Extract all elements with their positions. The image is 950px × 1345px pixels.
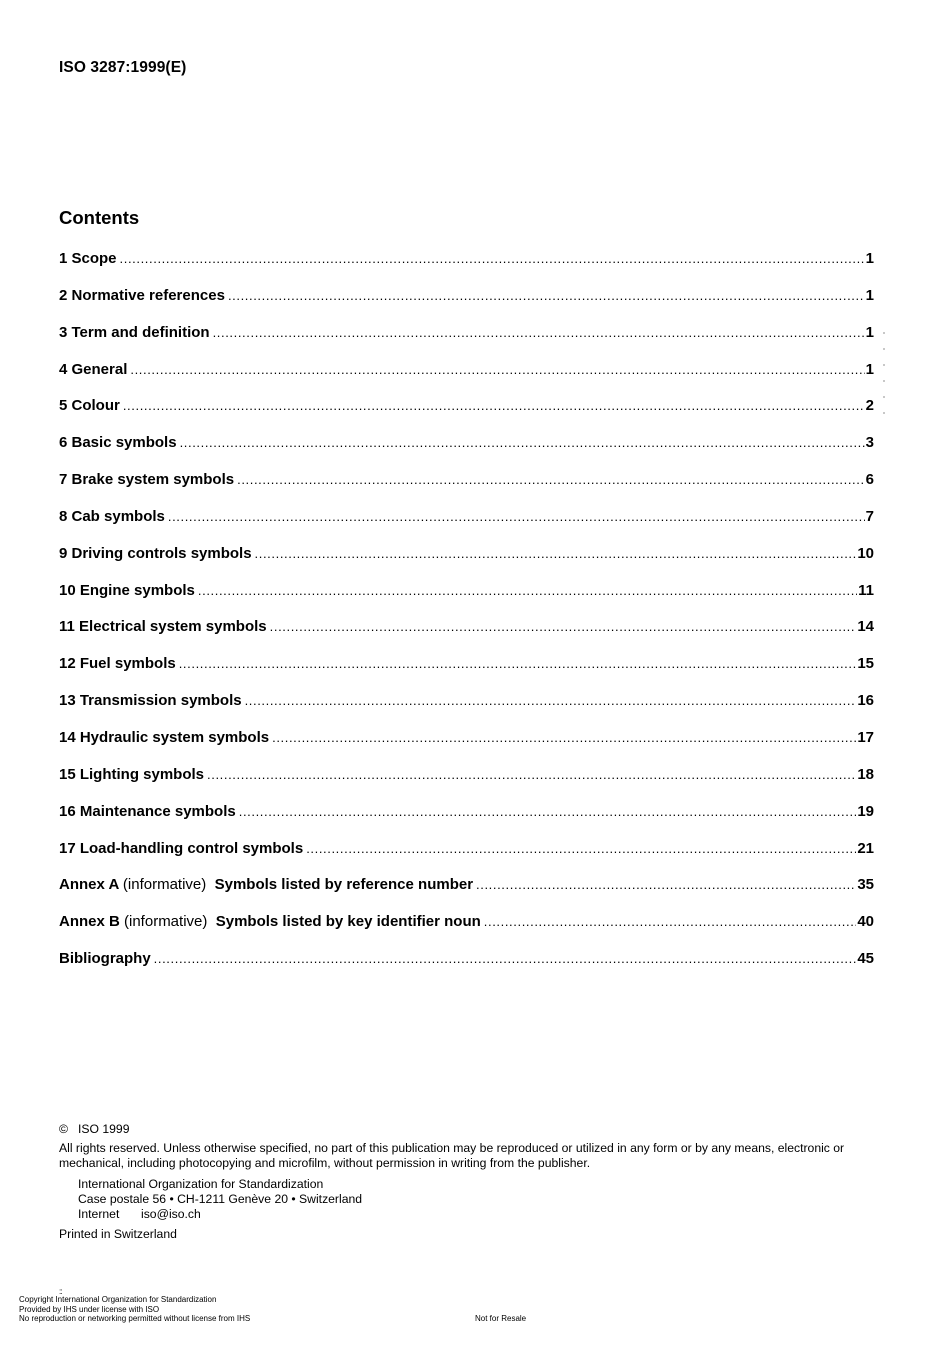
toc-page-number: 10 bbox=[857, 544, 874, 562]
toc-entry[interactable] bbox=[59, 950, 874, 987]
toc-entry-title: 4 General bbox=[59, 360, 128, 378]
toc-entry-title: 7 Brake system symbols bbox=[59, 471, 235, 489]
email-link[interactable]: iso@iso.ch bbox=[141, 1207, 201, 1222]
toc-page-number: 40 bbox=[857, 913, 874, 931]
toc-page-number: 35 bbox=[857, 876, 874, 894]
dot-leader bbox=[198, 583, 857, 598]
printed-location: Printed in Switzerland bbox=[59, 1227, 177, 1242]
toc-entry-title: 1 Scope bbox=[59, 250, 117, 267]
toc-entry[interactable] bbox=[59, 840, 874, 877]
toc-page-number: 19 bbox=[857, 802, 874, 820]
toc-entry[interactable] bbox=[59, 655, 874, 692]
toc-page-number: 18 bbox=[857, 765, 874, 783]
toc-page-number: 11 bbox=[858, 581, 874, 599]
toc-entry-title: 6 Basic symbols bbox=[59, 434, 177, 452]
footer-restriction: No reproduction or networking permitted without license from IHS bbox=[19, 1314, 251, 1324]
copyright-block bbox=[59, 1122, 879, 1242]
dot-leader bbox=[239, 804, 857, 819]
dot-leader bbox=[272, 730, 856, 745]
dot-leader bbox=[270, 619, 857, 634]
toc-page-number: 1 bbox=[865, 360, 874, 378]
toc-entry[interactable] bbox=[59, 471, 874, 508]
toc-entry[interactable] bbox=[59, 250, 874, 287]
toc-page-number: 15 bbox=[857, 655, 874, 673]
toc-entry-title: 2 Normative references bbox=[59, 286, 225, 304]
footer-license: Provided by IHS under license with ISO bbox=[19, 1304, 160, 1314]
organization-name: International Organization for Standardization bbox=[78, 1176, 324, 1191]
dot-leader bbox=[179, 656, 857, 671]
toc-page-number: 2 bbox=[865, 397, 874, 415]
toc-entry-title bbox=[59, 876, 473, 893]
toc-page-number: 6 bbox=[865, 471, 874, 489]
toc-entry[interactable] bbox=[59, 287, 874, 324]
toc-page-number: 21 bbox=[857, 839, 874, 857]
dot-leader bbox=[180, 435, 865, 450]
toc-entry-title: 9 Driving controls symbols bbox=[59, 544, 252, 562]
postal-address: Case postale 56 • CH-1211 Genève 20 • Switzerland bbox=[78, 1191, 363, 1206]
dot-leader bbox=[120, 251, 865, 266]
toc-entry[interactable] bbox=[59, 508, 874, 545]
not-for-resale: Not for Resale bbox=[475, 1314, 527, 1323]
toc-entry-title: 14 Hydraulic system symbols bbox=[59, 728, 270, 746]
toc-entry-title: 12 Fuel symbols bbox=[59, 655, 176, 673]
toc-entry[interactable] bbox=[59, 766, 874, 803]
footer-copyright: Copyright International Organization for Standardization bbox=[19, 1295, 217, 1304]
dot-leader bbox=[484, 914, 857, 929]
table-of-contents bbox=[59, 250, 874, 987]
footer-mark: :: bbox=[59, 1287, 62, 1296]
toc-entry-title: 5 Colour bbox=[59, 397, 120, 415]
annex-title: Symbols listed by reference number bbox=[214, 876, 474, 894]
toc-entry-title: 10 Engine symbols bbox=[59, 581, 195, 599]
publisher-address bbox=[78, 1177, 879, 1223]
toc-page-number: 7 bbox=[865, 507, 874, 525]
toc-page-number: 14 bbox=[857, 618, 874, 636]
copyright-notice bbox=[59, 1122, 879, 1137]
annex-label: Annex B bbox=[59, 913, 120, 931]
toc-entry-title: 15 Lighting symbols bbox=[59, 765, 205, 783]
toc-entry-title: 11 Electrical system symbols bbox=[59, 618, 267, 636]
dot-leader bbox=[245, 693, 857, 708]
toc-page-number: 3 bbox=[865, 434, 874, 452]
toc-entry-title: 3 Term and definition bbox=[59, 323, 210, 341]
contents-heading: Contents bbox=[59, 207, 140, 228]
toc-page-number: 1 bbox=[865, 323, 874, 341]
dot-leader bbox=[228, 288, 865, 303]
dot-leader bbox=[130, 362, 864, 377]
toc-entry[interactable] bbox=[59, 913, 874, 950]
toc-page-number: 17 bbox=[857, 728, 874, 746]
annex-title: Symbols listed by key identifier noun bbox=[215, 913, 481, 931]
dot-leader bbox=[255, 546, 857, 561]
page-footer bbox=[19, 1287, 619, 1324]
internet-label: Internet bbox=[78, 1207, 120, 1222]
dot-leader bbox=[207, 767, 856, 782]
toc-entry[interactable] bbox=[59, 803, 874, 840]
toc-entry-title: 8 Cab symbols bbox=[59, 507, 165, 525]
toc-entry[interactable] bbox=[59, 729, 874, 766]
toc-page-number: 1 bbox=[865, 286, 874, 304]
toc-page-number: 16 bbox=[857, 692, 874, 710]
dot-leader bbox=[306, 841, 856, 856]
dot-leader bbox=[123, 398, 865, 413]
toc-page-number: 45 bbox=[857, 950, 874, 968]
toc-page-number: 1 bbox=[865, 250, 874, 267]
document-id: ISO 3287:1999(E) bbox=[59, 59, 187, 76]
dot-leader bbox=[168, 509, 865, 524]
toc-entry-title: 17 Load-handling control symbols bbox=[59, 839, 304, 857]
toc-entry-title: Bibliography bbox=[59, 950, 151, 968]
rights-statement: All rights reserved. Unless otherwise specified, no part of this publication may be reproduced or utilized in any form or by any means, electronic or mechanical, including photocopying and microfilm, without permission in writing from the publisher. bbox=[59, 1141, 845, 1171]
dot-leader bbox=[213, 325, 865, 340]
toc-entry-title: 16 Maintenance symbols bbox=[59, 802, 236, 820]
dot-leader bbox=[476, 877, 856, 892]
copyright-icon: © bbox=[59, 1122, 68, 1136]
toc-entry[interactable] bbox=[59, 582, 874, 619]
dot-leader bbox=[237, 472, 865, 487]
toc-entry-title: 13 Transmission symbols bbox=[59, 692, 242, 710]
toc-entry[interactable] bbox=[59, 545, 874, 582]
annex-qualifier: (informative) bbox=[122, 876, 207, 894]
toc-entry[interactable] bbox=[59, 361, 874, 398]
toc-entry[interactable] bbox=[59, 692, 874, 729]
dot-leader bbox=[154, 951, 857, 966]
toc-entry[interactable] bbox=[59, 397, 874, 434]
toc-entry[interactable] bbox=[59, 324, 874, 361]
toc-entry[interactable] bbox=[59, 618, 874, 655]
internet-contact bbox=[78, 1207, 879, 1222]
toc-entry[interactable] bbox=[59, 434, 874, 471]
annex-label: Annex A bbox=[59, 876, 119, 894]
margin-ticks bbox=[882, 332, 886, 432]
annex-qualifier: (informative) bbox=[124, 913, 208, 931]
copyright-year: ISO 1999 bbox=[77, 1122, 130, 1136]
toc-entry-title bbox=[59, 913, 481, 930]
toc-entry[interactable] bbox=[59, 876, 874, 913]
